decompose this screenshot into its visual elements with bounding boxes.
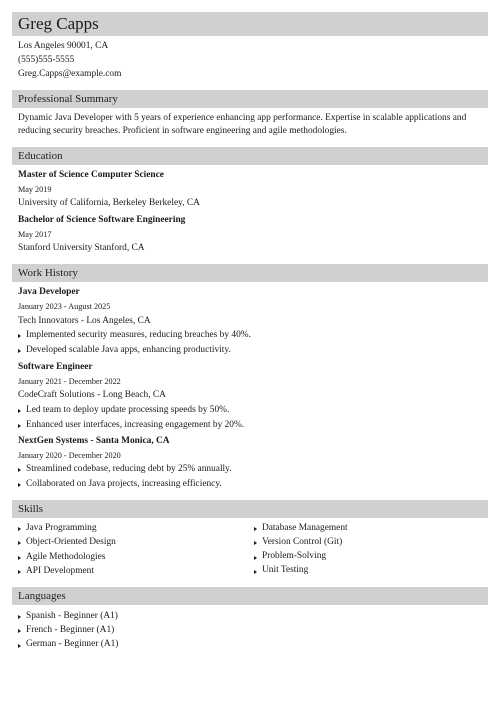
job-bullet: Developed scalable Java apps, enhancing productivity. bbox=[26, 345, 231, 355]
skill-item: Version Control (Git) bbox=[262, 537, 343, 547]
job-title: Software Engineer bbox=[18, 362, 93, 372]
language-item: Spanish - Beginner (A1) bbox=[26, 611, 118, 621]
bullet-icon bbox=[254, 556, 257, 560]
name-header-band bbox=[12, 12, 488, 36]
summary-heading: Professional Summary bbox=[18, 93, 118, 105]
bullet-icon bbox=[18, 644, 21, 648]
work-section-header bbox=[12, 264, 488, 282]
job-bullet: Collaborated on Java projects, increasing efficiency. bbox=[26, 479, 222, 489]
education-school: University of California, Berkeley Berkeley, CA bbox=[18, 198, 200, 208]
skill-item: Object-Oriented Design bbox=[26, 537, 116, 547]
summary-section-header bbox=[12, 90, 488, 108]
job-bullet: Streamlined codebase, reducing debt by 25% annually. bbox=[26, 464, 232, 474]
bullet-icon bbox=[254, 541, 257, 545]
job-bullet: Enhanced user interfaces, increasing engagement by 20%. bbox=[26, 420, 245, 430]
bullet-icon bbox=[18, 570, 21, 574]
bullet-icon bbox=[18, 556, 21, 560]
bullet-icon bbox=[18, 541, 21, 545]
education-degree: Master of Science Computer Science bbox=[18, 170, 164, 180]
education-degree: Bachelor of Science Software Engineering bbox=[18, 215, 186, 225]
education-date: May 2017 bbox=[18, 230, 52, 239]
education-school: Stanford University Stanford, CA bbox=[18, 243, 145, 253]
bullet-icon bbox=[254, 570, 257, 574]
skill-item: Agile Methodologies bbox=[26, 552, 106, 562]
education-heading: Education bbox=[18, 150, 63, 162]
language-item: French - Beginner (A1) bbox=[26, 625, 115, 635]
bullet-icon bbox=[18, 468, 21, 472]
job-title: NextGen Systems - Santa Monica, CA bbox=[18, 436, 170, 446]
bullet-icon bbox=[18, 615, 21, 619]
bullet-icon bbox=[18, 334, 21, 338]
language-item: German - Beginner (A1) bbox=[26, 639, 119, 649]
education-section-header bbox=[12, 147, 488, 165]
email: Greg.Capps@example.com bbox=[18, 69, 122, 79]
skills-heading: Skills bbox=[18, 503, 44, 515]
bullet-icon bbox=[18, 409, 21, 413]
bullet-icon bbox=[254, 527, 257, 531]
languages-section-header bbox=[12, 587, 488, 605]
bullet-icon bbox=[18, 527, 21, 531]
skills-section-header bbox=[12, 500, 488, 518]
bullet-icon bbox=[18, 483, 21, 487]
job-title: Java Developer bbox=[18, 287, 80, 297]
skill-item: Java Programming bbox=[26, 523, 97, 533]
skill-item: Problem-Solving bbox=[262, 551, 327, 561]
job-company: CodeCraft Solutions - Long Beach, CA bbox=[18, 390, 166, 400]
bullet-icon bbox=[18, 424, 21, 428]
skill-item: Unit Testing bbox=[262, 565, 309, 575]
summary-text: Dynamic Java Developer with 5 years of experience enhancing app performance. Expertise in scalable applications and reducing security breaches. Proficient in software engineering and agile methodologies. bbox=[18, 113, 467, 136]
skill-item: Database Management bbox=[262, 523, 348, 533]
bullet-icon bbox=[18, 629, 21, 633]
education-date: May 2019 bbox=[18, 185, 52, 194]
languages-heading: Languages bbox=[18, 590, 66, 602]
job-bullet: Led team to deploy update processing speeds by 50%. bbox=[26, 405, 230, 415]
skill-item: API Development bbox=[26, 566, 94, 576]
work-heading: Work History bbox=[18, 267, 78, 279]
bullet-icon bbox=[18, 349, 21, 353]
phone: (555)555-5555 bbox=[18, 55, 75, 65]
job-company: Tech Innovators - Los Angeles, CA bbox=[18, 316, 151, 326]
candidate-name: Greg Capps bbox=[18, 14, 99, 33]
address: Los Angeles 90001, CA bbox=[18, 41, 109, 51]
job-bullet: Implemented security measures, reducing breaches by 40%. bbox=[26, 330, 251, 340]
job-dates: January 2023 - August 2025 bbox=[18, 302, 111, 311]
job-dates: January 2020 - December 2020 bbox=[18, 451, 121, 460]
job-dates: January 2021 - December 2022 bbox=[18, 377, 121, 386]
